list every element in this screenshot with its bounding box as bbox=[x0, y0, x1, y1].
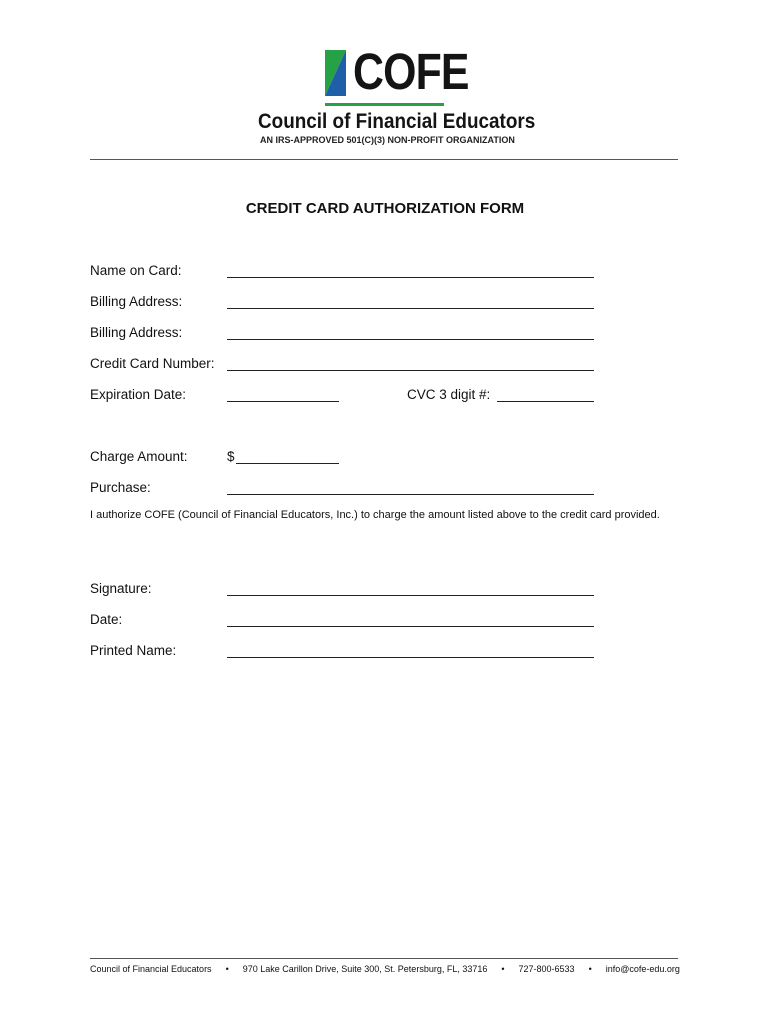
footer-separator: • bbox=[225, 964, 229, 974]
billing-address-label: Billing Address: bbox=[90, 325, 183, 340]
footer-email: info@cofe-edu.org bbox=[605, 964, 680, 974]
date-label: Date: bbox=[90, 612, 123, 627]
purchase-label: Purchase: bbox=[90, 480, 151, 495]
logo-organization-name: Council of Financial Educators bbox=[258, 110, 536, 133]
cvc-line[interactable] bbox=[497, 401, 594, 402]
signature-label: Signature: bbox=[90, 581, 152, 596]
footer-phone: 727-800-6533 bbox=[518, 964, 575, 974]
cofe-logo bbox=[258, 43, 536, 150]
billing-address-label: Billing Address: bbox=[90, 294, 183, 309]
footer-separator: • bbox=[588, 964, 592, 974]
form-title: CREDIT CARD AUTHORIZATION FORM bbox=[245, 200, 525, 217]
charge-amount-line[interactable] bbox=[236, 463, 339, 464]
purchase-line[interactable] bbox=[227, 494, 594, 495]
footer bbox=[90, 963, 680, 975]
currency-prefix: $ bbox=[227, 449, 235, 464]
logo-green-rule bbox=[325, 103, 444, 106]
footer-address: 970 Lake Carillon Drive, Suite 300, St. Petersburg, FL, 33716 bbox=[242, 964, 488, 974]
authorization-statement: I authorize COFE (Council of Financial Educators, Inc.) to charge the amount listed above to the credit card provided. bbox=[90, 509, 660, 521]
logo-mark-icon bbox=[325, 50, 346, 96]
footer-divider bbox=[90, 958, 678, 959]
logo-wordmark: COFE bbox=[353, 43, 469, 100]
billing-address-line[interactable] bbox=[227, 339, 594, 340]
expiration-date-line[interactable] bbox=[227, 401, 339, 402]
name-on-card-label: Name on Card: bbox=[90, 263, 182, 278]
header-divider bbox=[90, 159, 678, 160]
name-on-card-line[interactable] bbox=[227, 277, 594, 278]
credit-card-number-line[interactable] bbox=[227, 370, 594, 371]
charge-amount-label: Charge Amount: bbox=[90, 449, 188, 464]
expiration-date-label: Expiration Date: bbox=[90, 387, 187, 402]
billing-address-line[interactable] bbox=[227, 308, 594, 309]
logo-tagline: AN IRS-APPROVED 501(C)(3) NON-PROFIT ORGANIZATION bbox=[260, 135, 515, 145]
signature-line[interactable] bbox=[227, 595, 594, 596]
footer-separator: • bbox=[501, 964, 505, 974]
cvc-label: CVC 3 digit #: bbox=[407, 387, 491, 402]
date-line[interactable] bbox=[227, 626, 594, 627]
printed-name-line[interactable] bbox=[227, 657, 594, 658]
printed-name-label: Printed Name: bbox=[90, 643, 177, 658]
credit-card-number-label: Credit Card Number: bbox=[90, 356, 215, 371]
field-expiration-cvc bbox=[90, 385, 600, 407]
footer-organization: Council of Financial Educators bbox=[90, 964, 212, 974]
